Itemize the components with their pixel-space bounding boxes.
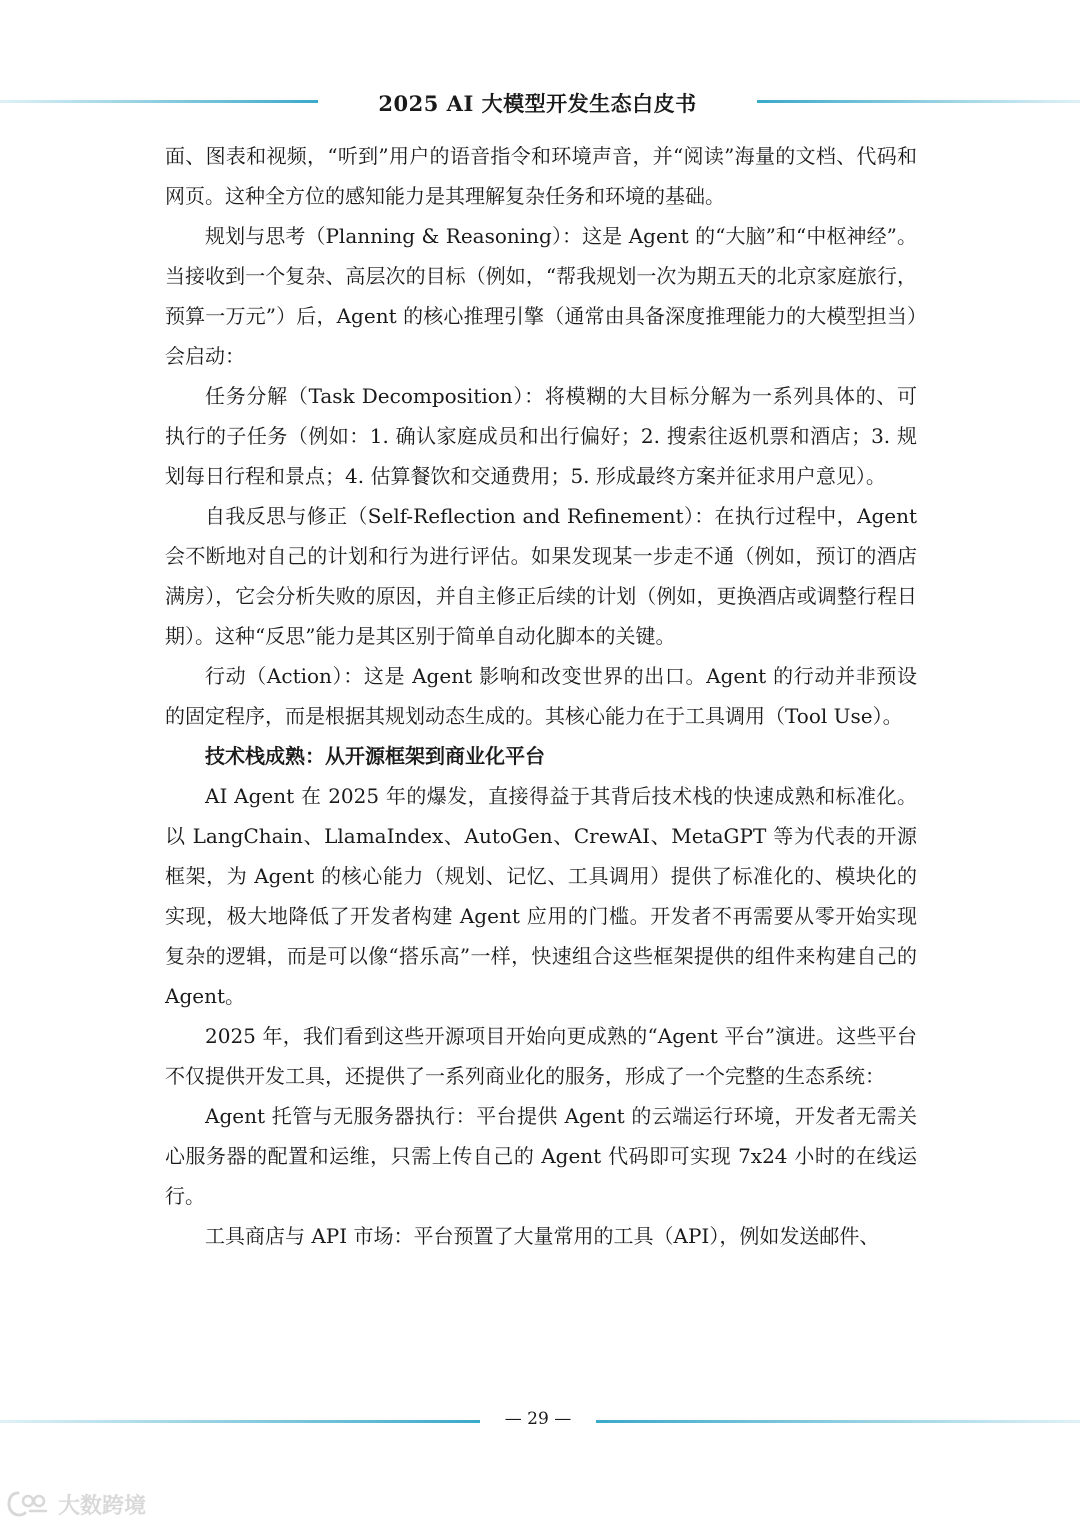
paragraph: 行动（Action）：这是 Agent 影响和改变世界的出口。Agent 的行动并非预设的固定程序，而是根据其规划动态生成的。其核心能力在于工具调用（Tool Use）。 <box>165 664 917 728</box>
paragraph: 自我反思与修正（Self-Reflection and Refinement）：在执行过程中，Agent 会不断地对自己的计划和行为进行评估。如果发现某一步走不通（例如，预订的酒店满房），它会分析失败的原因，并自主修正后续的计划（例如，更换酒店或调整行程日期）。这种“反思”能力是其区别于简单自动化脚本的关键。 <box>165 504 917 648</box>
header-rule-left <box>0 100 318 103</box>
footer-rule-left <box>0 1420 480 1423</box>
body-text <box>165 136 917 1256</box>
paragraph: 2025 年，我们看到这些开源项目开始向更成熟的“Agent 平台”演进。这些平台不仅提供开发工具，还提供了一系列商业化的服务，形成了一个完整的生态系统： <box>165 1024 917 1088</box>
paragraph: 任务分解（Task Decomposition）：将模糊的大目标分解为一系列具体的、可执行的子任务（例如：1. 确认家庭成员和出行偏好；2. 搜索往返机票和酒店；3. 规划每日行程和景点；4. 估算餐饮和交通费用；5. 形成最终方案并征求用户意见）。 <box>165 384 917 488</box>
paragraph: Agent 托管与无服务器执行：平台提供 Agent 的云端运行环境，开发者无需关心服务器的配置和运维，只需上传自己的 Agent 代码即可实现 7x24 小时的在线运行。 <box>165 1104 917 1208</box>
paragraph: 面、图表和视频，“听到”用户的语音指令和环境声音，并“阅读”海量的文档、代码和网页。这种全方位的感知能力是其理解复杂任务和环境的基础。 <box>165 144 917 208</box>
page-number: — 29 — <box>504 1409 572 1429</box>
watermark-text: 大数跨境 <box>58 1493 147 1519</box>
paragraph: 规划与思考（Planning & Reasoning）：这是 Agent 的“大脑”和“中枢神经”。当接收到一个复杂、高层次的目标（例如，“帮我规划一次为期五天的北京家庭旅行，预算一万元”）后，Agent 的核心推理引擎（通常由具备深度推理能力的大模型担当）会启动： <box>165 224 917 368</box>
watermark <box>6 1488 146 1520</box>
paragraph: 工具商店与 API 市场：平台预置了大量常用的工具（API），例如发送邮件、 <box>205 1224 880 1248</box>
section-heading: 技术栈成熟：从开源框架到商业化平台 <box>205 744 545 768</box>
page-header-title: 2025 AI 大模型开发生态白皮书 <box>378 91 697 116</box>
footer-rule-right <box>596 1420 1080 1423</box>
header-rule-right <box>757 100 1080 103</box>
brand-logo-icon <box>6 1489 52 1519</box>
paragraph: AI Agent 在 2025 年的爆发，直接得益于其背后技术栈的快速成熟和标准化。以 LangChain、LlamaIndex、AutoGen、CrewAI、MetaGPT 等为代表的开源框架，为 Agent 的核心能力（规划、记忆、工具调用）提供了标准化的、模块化的实现，极大地降低了开发者构建 Agent 应用的门槛。开发者不再需要从零开始实现复杂的逻辑，而是可以像“搭乐高”一样，快速组合这些框架提供的组件来构建自己的 Agent。 <box>165 784 917 1008</box>
